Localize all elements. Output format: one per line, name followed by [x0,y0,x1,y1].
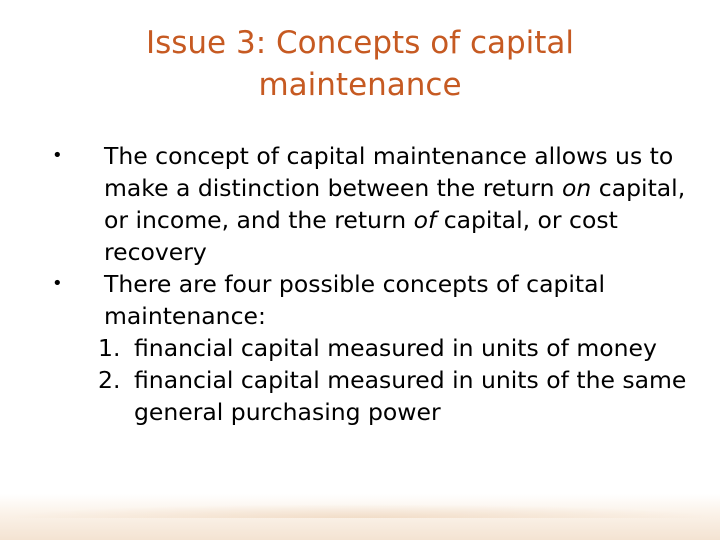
bullet-text-middle: capital, or income, and the return [104,174,686,234]
slide-title [40,22,680,106]
emphasis-of: of [413,206,437,234]
bullet-list [52,140,692,428]
bullet-item-four-concepts [52,268,692,428]
slide-title-line1: Issue 3: Concepts of capital [145,25,575,61]
item-number: 2. [98,366,121,394]
numbered-item [98,332,692,364]
bullet-icon: • [52,145,63,166]
bullet-text-after: capital, or cost recovery [104,206,618,266]
bullet-text-before: The concept of capital maintenance allows us to make a distinction between the return [104,142,674,202]
numbered-item [98,364,692,428]
item-text: financial capital measured in units of money [134,334,657,362]
slide-title-line2: maintenance [258,67,462,103]
bullet-text: There are four possible concepts of capital maintenance: [104,270,606,330]
footer-decoration [0,494,720,540]
bullet-icon: • [52,273,63,294]
bullet-item-capital-maintenance [52,140,692,268]
emphasis-on: on [562,174,592,202]
item-text: financial capital measured in units of the same general purchasing power [134,366,687,426]
item-number: 1. [98,334,121,362]
numbered-list [98,332,692,428]
